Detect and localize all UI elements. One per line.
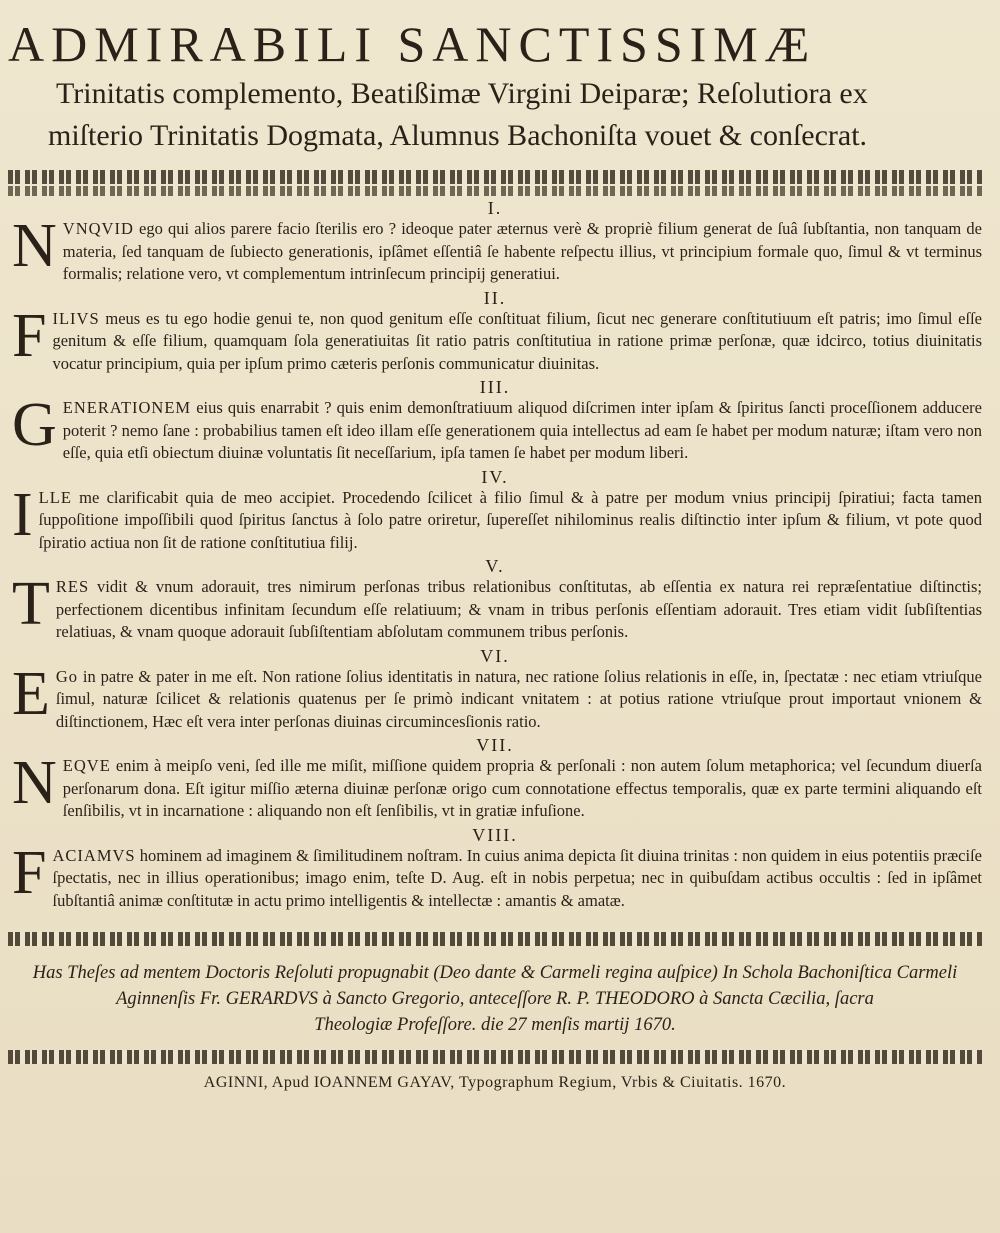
thesis-text <box>8 391 982 465</box>
thesis-numeral: III. <box>479 377 511 397</box>
printer-imprint: AGINNI, Apud IOANNEM GAYAV, Typographum Regium, Vrbis & Ciuitatis. 1670. <box>203 1074 787 1091</box>
thesis-text <box>8 480 982 555</box>
page-title: ADMIRABILI SANCTISSIMÆ <box>8 16 817 72</box>
thesis-body: in patre & pater in me eſt. Non ratione ſolius identitatis in natura, nec ratione ſolius relationis in eſſe, in, ſpectatæ : nec etiam vtriuſque ſimul, naturæ ſcilicet & relationis quatenus per ſe primò indicant vnitatem : at potius ratione vtriuſque prout importaut vnionem & diſtinctionem, Hæc eſt vera inter perſonas diuinas circumincesſionis ratio. <box>55 666 982 731</box>
thesis-4 <box>8 467 982 555</box>
thesis-6 <box>8 646 982 734</box>
thesis-8 <box>8 825 982 913</box>
thesis-lead-word: ENERATIONEM <box>62 398 192 417</box>
ornament-border-middle <box>8 932 982 946</box>
thesis-text <box>8 659 982 734</box>
thesis-text <box>8 838 982 913</box>
thesis-text <box>8 570 982 644</box>
drop-cap: G <box>12 391 57 459</box>
thesis-lead-word: VNQVID <box>62 219 134 238</box>
thesis-lead-word: EQVE <box>62 756 111 775</box>
thesis-numeral: IV. <box>481 466 509 487</box>
thesis-5 <box>8 556 982 644</box>
thesis-body: vidit & vnum adorauit, tres nimirum perſonas tribus relationibus conſtitutas, ab eſſentia ex natura rei repræſentatiue diſtinctis; perfectionem dicentibus infinitam ſecundum eſſe relatiuum; & vnam in tribus perſonis eſſentiam adorauit. Tres etiam vidit ſubſiſtentias relatiuas, & vnam quoque adorauit ſubſiſtentiam abſolutam communem tribus perſonis. <box>55 577 982 641</box>
thesis-numeral: I. <box>487 198 503 218</box>
thesis-7 <box>8 735 982 823</box>
title-line-1: Trinitatis complemento, Beatißimæ Virgini Deiparæ; Reſolutiora ex <box>56 77 868 110</box>
thesis-3 <box>8 377 982 465</box>
thesis-numeral: VIII. <box>472 824 518 845</box>
thesis-body: ego qui alios parere facio ſterilis ero ? ideoque pater æternus verè & propriè filium generat de ſuâ ſubſtantia, non tanquam de materia, ſed tanquam de ſubiecto generationis, ipſâmet eſſentiâ ſe habente reſpectu illius, vt principium formale quo, ſimul & vt terminus formalis; relatione vero, vt complementum intrinſecum principij generatiui. <box>62 219 982 283</box>
thesis-text <box>8 749 982 823</box>
thesis-numeral: VII. <box>476 735 514 755</box>
drop-cap: F <box>12 838 47 907</box>
thesis-numeral: II. <box>483 287 507 308</box>
colophon-line-1: Has Theſes ad mentem Doctoris Reſoluti propugnabit (Deo dante & Carmeli regina auſpice) In Schola Bachoniſtica Carmeli <box>32 963 958 983</box>
drop-cap: N <box>12 212 57 280</box>
thesis-lead-word: LLE <box>38 487 72 507</box>
thesis-1 <box>8 198 982 286</box>
thesis-lead-word: Go <box>55 666 79 686</box>
ornament-border-top <box>8 170 982 184</box>
thesis-body: meus es tu ego hodie genui te, non quod genitum eſſe conſtituat filium, ſicut nec generare conſtitutiuum eſt patris; imo ſimul eſſe genitum & eſſe filium, quamquam ſola generatiuitas ſit ratio patris conſtitutiua in ratione primæ perſonæ, quæ idcirco, totius diuinitatis vocatur principium, quia per ipſum primo cæteris perſonis communicatur diuinitas. <box>52 308 982 373</box>
drop-cap: F <box>12 301 47 370</box>
colophon-line-2: Aginnenſis Fr. GERARDVS à Sancto Gregorio, anteceſſore R. P. THEODORO à Sancta Cæcilia, ſacra <box>116 989 874 1009</box>
thesis-body: hominem ad imaginem & ſimilitudinem noſtram. In cuius anima depicta ſit diuina trinitas : non quidem in eius potentiis præciſe ſpectatis, nec in illius operationibus; imago enim, teſte D. Aug. eſt in nobis perpetua; nec in quibuſdam actibus occultis : ſed in ipſâmet ſubſtantiâ animæ conſtitutæ in actu primo intelligentis & intellectæ : amantis & amatæ. <box>52 845 982 910</box>
ornament-border-top-2 <box>8 186 982 196</box>
thesis-text <box>8 212 982 286</box>
thesis-body: enim à meipſo veni, ſed ille me miſit, miſſione quidem propria & perſonali : non autem ſolum metaphorica; vel ſecundum diuerſa perſonarum dona. Eſt igitur miſſio æterna diuinæ perſonæ origo cum connotatione effectus temporalis, quæ ex parte termini aliquando eſt ſenſibilis, vt in incarnatione : aliquando non eſt ſenſibilis, vt in gratiæ infuſione. <box>62 756 982 820</box>
drop-cap: E <box>12 659 50 728</box>
thesis-numeral: VI. <box>480 645 510 666</box>
ornament-border-bottom <box>8 1050 982 1064</box>
thesis-text <box>8 301 982 376</box>
thesis-lead-word: ACIAMVS <box>52 845 136 865</box>
thesis-lead-word: ILIVS <box>52 308 100 328</box>
colophon-line-3: Theologiæ Profeſſore. die 27 menſis martij 1670. <box>314 1015 676 1035</box>
drop-cap: I <box>12 480 33 549</box>
drop-cap: T <box>12 570 50 638</box>
thesis-body: me clarificabit quia de meo accipiet. Procedendo ſcilicet à filio ſimul & à patre per modum vnius principij ſpiratiui; facta tamen ſuppoſitione impoſſibili quod ſpiritus ſanctus à ſolo patre oriretur, ſupereſſet nihilominus realis diſtinctio inter ipſum & filium, vt pote quod ſpiratio actiua non ſit de ratione conſtitutiua filij. <box>38 487 982 552</box>
thesis-numeral: V. <box>485 556 505 576</box>
thesis-2 <box>8 288 982 376</box>
drop-cap: N <box>12 749 57 817</box>
thesis-body: eius quis enarrabit ? quis enim demonſtratiuum aliquod diſcrimen inter ipſam & ſpiritus ſancti proceſſionem adducere poterit ? nemo ſane : probabilius tamen eſt ideo illam eſſe generationem quia intellectus ad eam ſe habet per modum naturæ; iſtam vero non eſſe, quia etſi obiectum diuinæ voluntatis ſit neceſſarium, ipſa tamen ſe habet per modum liberi. <box>62 398 982 462</box>
thesis-lead-word: RES <box>55 577 90 596</box>
title-line-2: miſterio Trinitatis Dogmata, Alumnus Bachoniſta vouet & conſecrat. <box>48 119 868 152</box>
colophon <box>8 960 982 1038</box>
